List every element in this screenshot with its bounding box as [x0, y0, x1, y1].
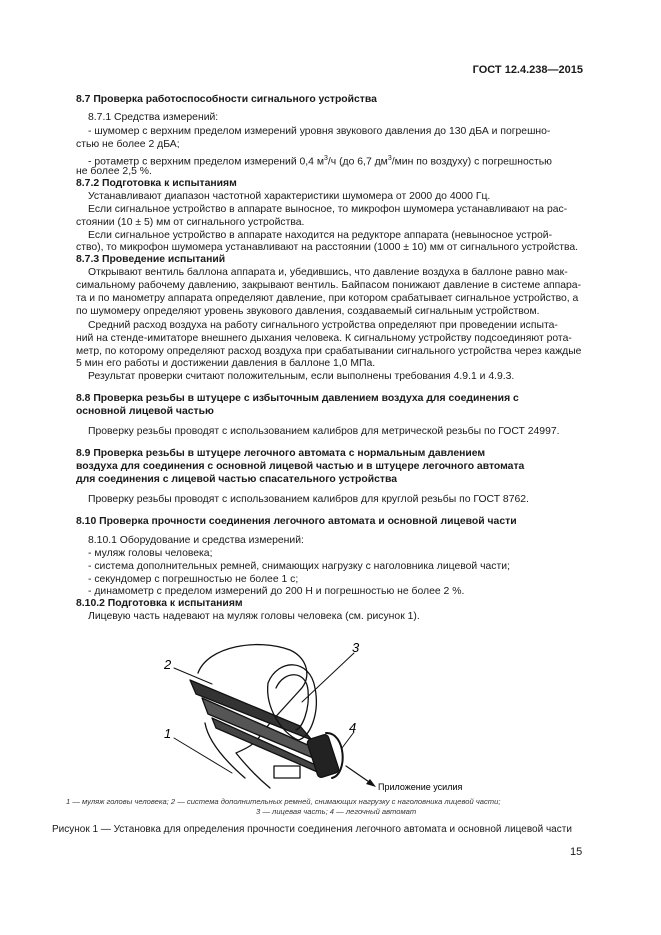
text-run: /ч (до 6,7 дм: [327, 156, 388, 168]
subsection-8-7-2-title: 8.7.2 Подготовка к испытаниям: [76, 178, 237, 189]
paragraph-line: симальному рабочему давлению, закрывают вентиль. Байпасом понижают давление в системе аппара-: [76, 280, 582, 291]
paragraph-line: Открывают вентиль баллона аппарата и, убедившись, что давление воздуха в баллоне равно мак-: [88, 267, 568, 278]
callout-number-2: 2: [164, 657, 172, 672]
paragraph-line: Если сигнальное устройство в аппарате выносное, то микрофон шумомера устанавливают на рас-: [88, 204, 568, 215]
text-run: /мин по воздуху) с погрешностью: [391, 156, 552, 168]
paragraph-line: Результат проверки считают положительным, если выполнены требования 4.9.1 и 4.9.3.: [88, 371, 515, 382]
paragraph-line: по шумомеру определяют уровень звукового давления, создаваемый сигнальным устройством.: [76, 306, 540, 317]
section-8-9-title: 8.9 Проверка резьбы в штуцере легочного автомата с нормальным давлением: [76, 448, 486, 459]
callout-line-3: [302, 653, 354, 702]
document-header: ГОСТ 12.4.238—2015: [472, 64, 583, 76]
superscript: 3: [387, 155, 392, 162]
callout-line-1: [174, 738, 232, 773]
section-8-9-title-cont: воздуха для соединения с основной лицевой частью и в штуцере легочного автомата: [76, 461, 525, 472]
text-run: - ротаметр с верхним пределом измерений 0,4 м: [88, 156, 324, 168]
paragraph-line-rotameter: [88, 153, 552, 168]
lung-automat-body: [306, 734, 339, 779]
paragraph-line: метр, по которому определяют расход воздуха при срабатывании сигнального устройства через каждые: [76, 346, 582, 357]
force-label: Приложение усилия: [378, 782, 463, 792]
callout-number-4: 4: [349, 720, 357, 735]
dummy-mount: [274, 766, 300, 778]
section-8-8-title: 8.8 Проверка резьбы в штуцере с избыточным давлением воздуха для соединения с: [76, 393, 519, 404]
figure-legend-line: 1 — муляж головы человека; 2 — система дополнительных ремней, снимающих нагрузку с наголовника лицевой части;: [66, 797, 501, 806]
section-8-10-title: 8.10 Проверка прочности соединения легочного автомата и основной лицевой части: [76, 516, 517, 527]
paragraph-line: 8.7.1 Средства измерений:: [88, 112, 219, 123]
paragraph-line: 5 мин его работы и достижении давления в баллоне 1,0 МПа.: [76, 358, 376, 369]
section-8-9-title-cont: для соединения с лицевой частью спасательного устройства: [76, 474, 398, 485]
subsection-8-7-3-title: 8.7.3 Проведение испытаний: [76, 254, 226, 265]
paragraph-line: Устанавливают диапазон частотной характеристики шумомера от 2000 до 4000 Гц.: [88, 191, 491, 202]
section-8-8-title-cont: основной лицевой частью: [76, 406, 214, 417]
paragraph-line: Проверку резьбы проводят с использованием калибров для метрической резьбы по ГОСТ 24997.: [88, 426, 560, 437]
section-8-7-title: 8.7 Проверка работоспособности сигнального устройства: [76, 94, 377, 105]
force-arrow-shaft: [346, 766, 372, 784]
paragraph-line: 8.10.1 Оборудование и средства измерений:: [88, 535, 304, 546]
paragraph-line: ство), то микрофон шумомера устанавливают на расстоянии (1000 ± 10) мм от сигнального устройства.: [76, 242, 579, 253]
paragraph-line: стоянии (10 ± 5) мм от сигнального устройства.: [76, 217, 305, 228]
paragraph-line: та и по манометру аппарата определяют давление, при котором срабатывает сигнальное устройство, а: [76, 293, 579, 304]
paragraph-line: Если сигнальное устройство в аппарате находится на редукторе аппарата (невыносное устрой-: [88, 230, 553, 241]
paragraph-line: ний на стенде-имитаторе внешнего дыхания человека. К сигнальному устройству подсоединяют рота-: [76, 333, 572, 344]
paragraph-line: не более 2,5 %.: [76, 166, 152, 177]
paragraph-line: Проверку резьбы проводят с использованием калибров для круглой резьбы по ГОСТ 8762.: [88, 494, 529, 505]
page-number: 15: [570, 846, 583, 858]
paragraph-line: Средний расход воздуха на работу сигнального устройства определяют при проведении испыта-: [88, 320, 558, 331]
figure-1-drawing: [150, 628, 510, 798]
figure-legend-line: 3 — лицевая часть; 4 — легочный автомат: [256, 807, 417, 816]
paragraph-line: - система дополнительных ремней, снимающих нагрузку с наголовника лицевой части;: [88, 561, 510, 572]
superscript: 3: [324, 155, 328, 162]
callout-number-3: 3: [352, 640, 360, 655]
paragraph-line: - шумомер с верхним пределом измерений уровня звукового давления до 130 дБА и погрешно-: [88, 126, 551, 137]
subsection-8-10-2-title: 8.10.2 Подготовка к испытаниям: [76, 598, 243, 609]
paragraph-line: Лицевую часть надевают на муляж головы человека (см. рисунок 1).: [88, 611, 420, 622]
paragraph-line: - секундомер с погрешностью не более 1 с;: [88, 574, 299, 585]
figure-caption: Рисунок 1 — Установка для определения прочности соединения легочного автомата и основной лицевой части: [52, 824, 572, 835]
paragraph-line: - муляж головы человека;: [88, 548, 213, 559]
paragraph-line: - динамометр с пределом измерений до 200 Н и погрешностью не более 2 %.: [88, 586, 465, 597]
callout-number-1: 1: [164, 726, 172, 741]
paragraph-line: стью не более 2 дБА;: [76, 139, 180, 150]
